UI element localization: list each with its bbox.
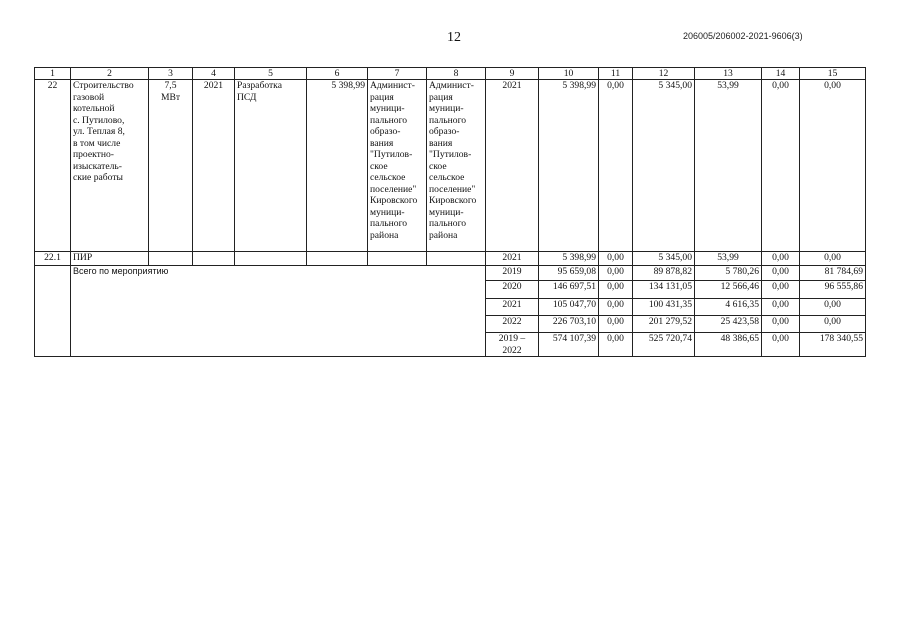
other-amount: 0,00 bbox=[762, 266, 800, 281]
extra-amount: 96 555,86 bbox=[800, 281, 866, 299]
regional-amount: 134 131,05 bbox=[633, 281, 695, 299]
stage: Разработка ПСД bbox=[235, 80, 307, 252]
federal-amount: 0,00 bbox=[599, 281, 633, 299]
federal-amount: 0,00 bbox=[599, 80, 633, 252]
other-amount: 0,00 bbox=[762, 281, 800, 299]
other-amount: 0,00 bbox=[762, 252, 800, 266]
local-amount: 12 566,46 bbox=[695, 281, 762, 299]
column-number: 13 bbox=[695, 68, 762, 80]
column-number: 11 bbox=[599, 68, 633, 80]
local-amount: 53,99 bbox=[695, 80, 762, 252]
local-amount: 4 616,35 bbox=[695, 299, 762, 316]
column-number: 1 bbox=[35, 68, 71, 80]
extra-amount: 81 784,69 bbox=[800, 266, 866, 281]
period: 2019 bbox=[486, 266, 539, 281]
other-amount: 0,00 bbox=[762, 333, 800, 357]
local-amount: 53,99 bbox=[695, 252, 762, 266]
empty-cell bbox=[307, 252, 368, 266]
column-number: 2 bbox=[71, 68, 149, 80]
summary-label: Всего по мероприятию bbox=[71, 266, 486, 357]
extra-amount: 0,00 bbox=[800, 316, 866, 333]
total-amount: 5 398,99 bbox=[539, 252, 599, 266]
total-amount: 5 398,99 bbox=[539, 80, 599, 252]
object-name: Строительство газовой котельной с. Путилово, ул. Теплая 8, в том числе проектно- изыскатель- ские работы bbox=[71, 80, 149, 252]
empty-cell bbox=[368, 252, 427, 266]
local-amount: 5 780,26 bbox=[695, 266, 762, 281]
capacity: 7,5 МВт bbox=[149, 80, 193, 252]
local-amount: 48 386,65 bbox=[695, 333, 762, 357]
period: 2021 bbox=[486, 252, 539, 266]
column-number: 15 bbox=[800, 68, 866, 80]
period: 2020 bbox=[486, 281, 539, 299]
customer: Админист- рация муници- пального образо- вания "Путилов- ское сельское поселение" Кировского муници- пального района bbox=[368, 80, 427, 252]
regional-amount: 525 720,74 bbox=[633, 333, 695, 357]
empty-cell bbox=[193, 252, 235, 266]
column-number: 5 bbox=[235, 68, 307, 80]
regional-amount: 201 279,52 bbox=[633, 316, 695, 333]
cost: 5 398,99 bbox=[307, 80, 368, 252]
other-amount: 0,00 bbox=[762, 80, 800, 252]
total-amount: 105 047,70 bbox=[539, 299, 599, 316]
year: 2021 bbox=[193, 80, 235, 252]
regional-amount: 100 431,35 bbox=[633, 299, 695, 316]
column-number: 4 bbox=[193, 68, 235, 80]
page-number: 12 bbox=[447, 30, 461, 45]
summary-row bbox=[35, 266, 866, 281]
row-number: 22 bbox=[35, 80, 71, 252]
total-amount: 95 659,08 bbox=[539, 266, 599, 281]
extra-amount: 0,00 bbox=[800, 299, 866, 316]
empty-cell bbox=[427, 252, 486, 266]
column-number: 14 bbox=[762, 68, 800, 80]
document-id: 206005/206002-2021-9606(3) bbox=[683, 31, 803, 41]
period: 2021 bbox=[486, 80, 539, 252]
column-number: 10 bbox=[539, 68, 599, 80]
extra-amount: 0,00 bbox=[800, 252, 866, 266]
extra-amount: 178 340,55 bbox=[800, 333, 866, 357]
column-number-row bbox=[35, 68, 866, 80]
developer: Админист- рация муници- пального образо- вания "Путилов- ское сельское поселение" Кировского муници- пального района bbox=[427, 80, 486, 252]
object-name: ПИР bbox=[71, 252, 149, 266]
federal-amount: 0,00 bbox=[599, 266, 633, 281]
period: 2019 – 2022 bbox=[486, 333, 539, 357]
column-number: 7 bbox=[368, 68, 427, 80]
regional-amount: 5 345,00 bbox=[633, 80, 695, 252]
column-number: 9 bbox=[486, 68, 539, 80]
other-amount: 0,00 bbox=[762, 316, 800, 333]
empty-cell bbox=[149, 252, 193, 266]
total-amount: 226 703,10 bbox=[539, 316, 599, 333]
federal-amount: 0,00 bbox=[599, 252, 633, 266]
table-row bbox=[35, 252, 866, 266]
regional-amount: 5 345,00 bbox=[633, 252, 695, 266]
table-row bbox=[35, 80, 866, 252]
row-number: 22.1 bbox=[35, 252, 71, 266]
other-amount: 0,00 bbox=[762, 299, 800, 316]
column-number: 8 bbox=[427, 68, 486, 80]
total-amount: 146 697,51 bbox=[539, 281, 599, 299]
local-amount: 25 423,58 bbox=[695, 316, 762, 333]
extra-amount: 0,00 bbox=[800, 80, 866, 252]
period: 2022 bbox=[486, 316, 539, 333]
federal-amount: 0,00 bbox=[599, 299, 633, 316]
period: 2021 bbox=[486, 299, 539, 316]
total-amount: 574 107,39 bbox=[539, 333, 599, 357]
federal-amount: 0,00 bbox=[599, 333, 633, 357]
empty-cell bbox=[235, 252, 307, 266]
empty-cell bbox=[35, 266, 71, 357]
program-table bbox=[34, 67, 866, 357]
regional-amount: 89 878,82 bbox=[633, 266, 695, 281]
column-number: 6 bbox=[307, 68, 368, 80]
federal-amount: 0,00 bbox=[599, 316, 633, 333]
column-number: 3 bbox=[149, 68, 193, 80]
column-number: 12 bbox=[633, 68, 695, 80]
